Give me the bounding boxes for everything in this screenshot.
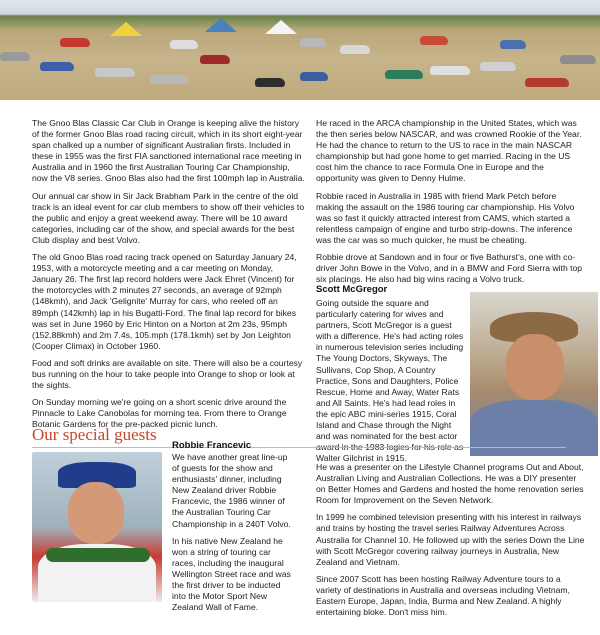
tent-shape [110,22,142,36]
food-paragraph: Food and soft drinks are available on site. There will also be a courtesy bus running on the hour to take people into Orange to shop or look at the sights. [32,357,303,391]
robbie-nz-paragraph: In his native New Zealand he won a string of touring car races, including the inaugural Wellington Street race and was the first driver to be inducted into the Motor Sport New Zealand Wall of Fame. [172,535,291,613]
sunday-drive-paragraph: On Sunday morning we're going on a short scenic drive around the Pinnacle to Lake Canobolas for morning tea. From there to Orange Botanic Gardens for the pre-packed picnic lunch. [32,397,287,430]
bathurst-paragraph: Robbie drove at Sandown and in four or five Bathurst's, one with co-driver John Bowe in the Volvo, and in a BMW and Ford Sierra with top six placings. He also had big wins racing a Volvo truck. [316,252,583,285]
robbie-intro-paragraph: We have another great line-up of guests for the show and enthusiasts' dinner, including New Zealand driver Robbie Francevic, the 1986 winner of the Australian Touring Car Championship in a 240T Volvo. [172,452,291,529]
face-shape [68,482,124,544]
scott-railways-paragraph: In 1999 he combined television presenting with his interest in railways and trains by hosting the travel series Railway Adventures Across Australia for Channel 10. He followed up with the series Down the Line with Scott McGregor covering railway journeys in Australia, New Zealand and Vietnam. [316,512,585,567]
robbie-francevic-heading: Robbie Francevic [172,440,252,451]
car-show-paragraph: Our annual car show in Sir Jack Brabham Park in the centre of the old track is an ideal event for car club members to show off their vehicles to the public and enjoy a great weekend away. There will be 10 award categories, including car of the show, and special awards for the best Club display and best Volvo. [32,190,305,245]
robbie-australia-paragraph: Robbie raced in Australia in 1985 with friend Mark Petch before making the assault on the 1986 touring car championship. His Volvo was so fast it quickly attracted interest from CAMS, which started a relentless campaign of engine and turbo strip-downs. The inference was the car was so much quicker, he must be cheating. [316,190,575,245]
tent-shape [265,20,297,34]
left-column [32,118,306,436]
robbie-bio-column [172,452,292,619]
car-show-photo [0,0,600,100]
scott-acting-paragraph: Going outside the square and particularly catering for wives and partners, Scott McGregor is a guest with a difference. He's had acting roles in numerous television series including The Young Doctors, Skyways, The Sullivans, Cop Shop, A Country Practice, Sons and Daughters, Police Rescue, Home and Away, Water Rats and All Saints. He's had lead roles in the epic ABC mini-series 1915, Coral Island and Chase through the Night and was nominated for the best actor award in the 1983 logies for his role as Walter Gilchrist in 1915. [316,298,464,464]
scott-mcgregor-photo [470,292,598,456]
scott-tours-paragraph: Since 2007 Scott has been hosting Railway Adventure tours to a variety of destinations in Australia and overseas including Vietnam, Eastern Europe, Japan, India, Burma and New Zealand. A highly entertaining bloke. Don't miss him. [316,573,570,618]
robbie-francevic-photo [32,452,162,602]
arca-paragraph: He raced in the ARCA championship in the United States, which was the then series below NASCAR, and was crowned Rookie of the Year. He had the chance to return to the US to race in the main NASCAR championship but had gone home to get married. Racing in the US cost him the chance to race Formula One in Europe and the opportunity was given to Denny Hulme. [316,118,582,184]
intro-paragraph: The Gnoo Blas Classic Car Club in Orange is keeping alive the history of the former Gnoo Blas road racing circuit, which in its short eight-year span chalked up a number of significant Australian firsts. Included in these in 1955 was the first FIA sanctioned international race meeting in Australia and in 1960 the first Australian Touring Car Championship, now the V8 series. Gnoo Blas also had the first 100mph lap in Australia. [32,118,305,184]
scott-bio-column [316,298,464,470]
scott-bio-continued [316,462,586,624]
history-paragraph: The old Gnoo Blas road racing track opened on Saturday January 24, 1953, with a motorcycle meeting and a car meeting on Monday, January 26. The first lap record holders were Jack Ehret (Vincent) for the motorcycles with 2 minutes 27 seconds, an average of 92mph (148kmh), and Jack 'Gelignite' Murray for cars, who reeled off an 89mph (142kmh) lap in his Bugatti-Ford. The final lap record for bikes was set in June 1960 by Eric Hinton on a Norton at 2m 23s, 95mph (152.88kmh) and 2m 7.4s, 105.mph (178.1kmh) set by Jon Leighton (Cooper Climax) in October 1960. [32,252,297,351]
right-column-top [316,118,586,291]
special-guests-heading: Our special guests [32,425,157,444]
face-shape [506,334,564,400]
scott-presenter-paragraph: He was a presenter on the Lifestyle Channel programs Out and About, Australian Living and Australian Collections. He was a DIY presenter on Better Homes and Gardens and hosted the home renovation series Room for Improvement on the Seven Network. [316,462,584,506]
tent-shape [205,18,237,32]
wreath-shape [46,548,150,562]
scott-mcgregor-heading: Scott McGregor [316,284,388,295]
section-divider [32,447,566,448]
